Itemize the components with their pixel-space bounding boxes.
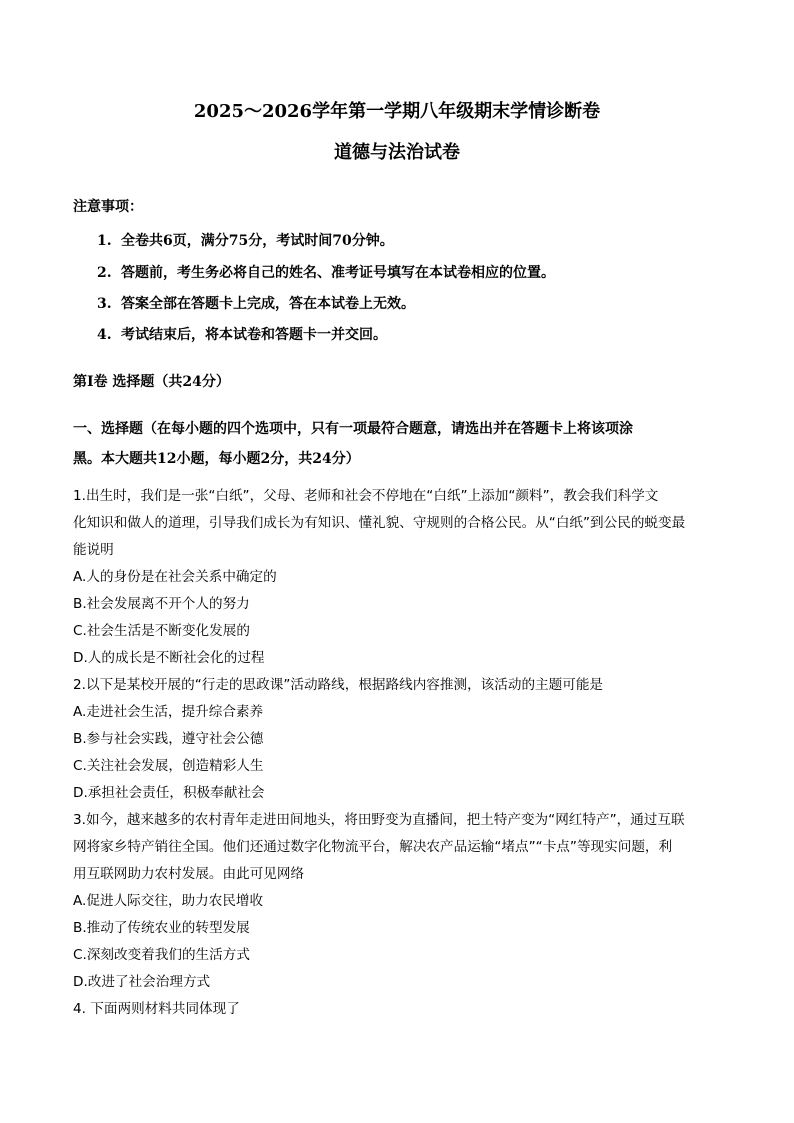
answer-option: A.走进社会生活，提升综合素养 (73, 704, 264, 720)
notice-item-number: 1. (97, 233, 112, 249)
exam-title: 2025～2026学年第一学期八年级期末学情诊断卷 (193, 101, 601, 122)
answer-option: A.人的身份是在社会关系中确定的 (73, 569, 277, 585)
notice-item-text: 答题前，考生务必将自己的姓名、准考证号填写在本试卷相应的位置。 (121, 265, 555, 281)
answer-option: B.参与社会实践，遵守社会公德 (73, 731, 264, 747)
notice-item-text: 全卷共6页，满分75分，考试时间70分钟。 (121, 233, 394, 249)
question-line: 化知识和做人的道理，引导我们成长为有知识、懂礼貌、守规则的合格公民。从“白纸”到公民的蜕变最 (73, 515, 686, 531)
answer-option: D.人的成长是不断社会化的过程 (73, 650, 265, 666)
question-line: 网将家乡特产销往全国。他们还通过数字化物流平台，解决农产品运输“堵点”“卡点”等现实问题，利 (73, 839, 673, 855)
question-line: 3.如今，越来越多的农村青年走进田间地头，将田野变为直播间，把土特产变为“网红特产”，通过互联 (73, 812, 685, 828)
notice-item-number: 4. (97, 327, 112, 343)
notice-item-text: 考试结束后，将本试卷和答题卡一并交回。 (121, 327, 387, 343)
answer-option: C.关注社会发展，创造精彩人生 (73, 758, 264, 774)
question-line: 4. 下面两则材料共同体现了 (73, 1001, 240, 1017)
answer-option: D.改进了社会治理方式 (73, 974, 211, 990)
question-line: 能说明 (73, 542, 114, 558)
answer-option: B.社会发展离不开个人的努力 (73, 596, 250, 612)
exam-subtitle: 道德与法治试卷 (334, 142, 460, 163)
section-instruction-line: 一、选择题（在每小题的四个选项中，只有一项最符合题意，请选出并在答题卡上将该项涂 (73, 421, 633, 437)
notice-heading: 注意事项： (73, 199, 143, 215)
question-line: 2.以下是某校开展的“行走的思政课”活动路线，根据路线内容推测，该活动的主题可能是 (73, 677, 604, 693)
answer-option: B.推动了传统农业的转型发展 (73, 920, 250, 936)
notice-item-number: 2. (97, 265, 112, 281)
notice-item (97, 325, 387, 345)
answer-option: C.社会生活是不断变化发展的 (73, 623, 250, 639)
answer-option: A.促进人际交往，助力农民增收 (73, 893, 264, 909)
answer-option: D.承担社会责任，积极奉献社会 (73, 785, 265, 801)
notice-item-text: 答案全部在答题卡上完成，答在本试卷上无效。 (121, 296, 415, 312)
answer-option: C.深刻改变着我们的生活方式 (73, 947, 250, 963)
notice-item-number: 3. (97, 296, 112, 312)
part-title: 第Ⅰ卷 选择题（共24分） (73, 374, 230, 390)
question-line: 用互联网助力农村发展。由此可见网络 (73, 866, 305, 882)
notice-item (97, 231, 394, 251)
notice-item (97, 294, 415, 314)
question-line: 1.出生时，我们是一张“白纸”，父母、老师和社会不停地在“白纸”上添加“颜料”，教会我们科学文 (73, 488, 659, 504)
notice-item (97, 263, 555, 283)
section-instruction-line: 黑。本大题共12小题，每小题2分，共24分） (73, 451, 360, 467)
